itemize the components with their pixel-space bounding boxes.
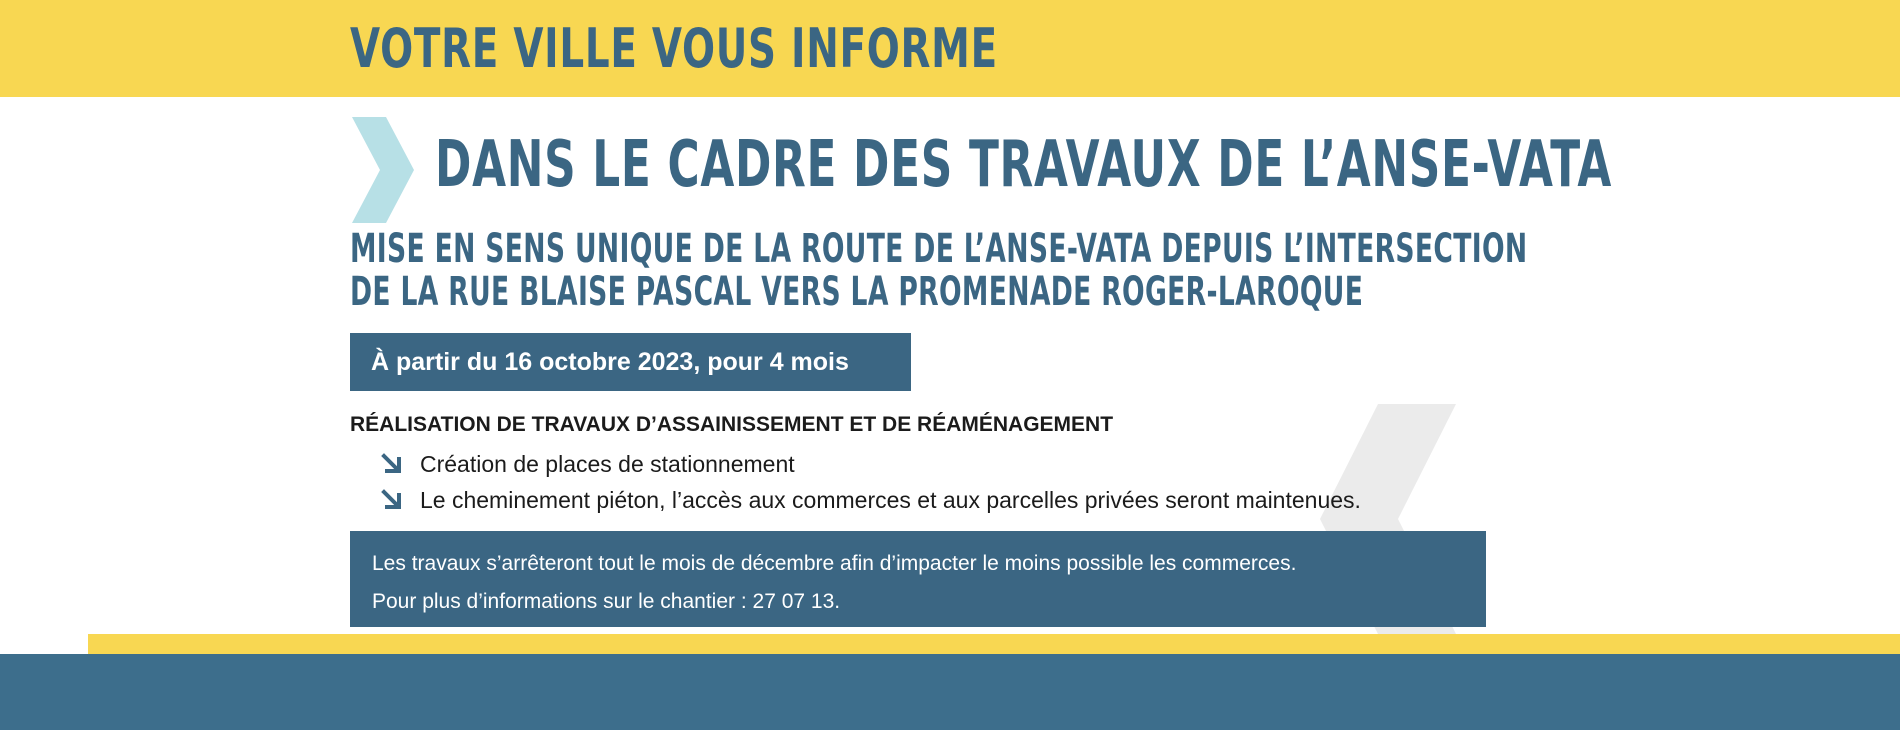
info-line-1: Les travaux s’arrêteront tout le mois de décembre afin d’impacter le moins possible les commerces. (372, 552, 1297, 575)
headline: DANS LE CADRE DES TRAVAUX DE L’ANSE-VATA (435, 128, 1613, 202)
info-box (350, 531, 1486, 627)
arrow-down-right-icon (380, 452, 404, 476)
list-item-text: Création de places de stationnement (420, 450, 795, 477)
list-item (380, 446, 1361, 482)
bottom-yellow-stripe (88, 634, 1900, 654)
list-item-text: Le cheminement piéton, l’accès aux commerces et aux parcelles privées seront maintenues. (420, 486, 1361, 513)
subheadline-line-2: DE LA RUE BLAISE PASCAL VERS LA PROMENADE ROGER-LAROQUE (350, 269, 1364, 315)
works-list (380, 446, 1361, 518)
subheadline (350, 228, 1528, 314)
banner-title: VOTRE VILLE VOUS INFORME (350, 17, 998, 80)
date-banner: À partir du 16 octobre 2023, pour 4 mois (350, 333, 911, 391)
arrow-down-right-icon (380, 488, 404, 512)
bottom-band (0, 654, 1900, 730)
chevron-right-icon (352, 117, 414, 223)
section-heading: RÉALISATION DE TRAVAUX D’ASSAINISSEMENT ET DE RÉAMÉNAGEMENT (350, 413, 1114, 436)
subheadline-line-1: MISE EN SENS UNIQUE DE LA ROUTE DE L’ANSE-VATA DEPUIS L’INTERSECTION (350, 226, 1528, 272)
info-line-2: Pour plus d’informations sur le chantier : 27 07 13. (372, 590, 841, 613)
list-item (380, 482, 1361, 518)
